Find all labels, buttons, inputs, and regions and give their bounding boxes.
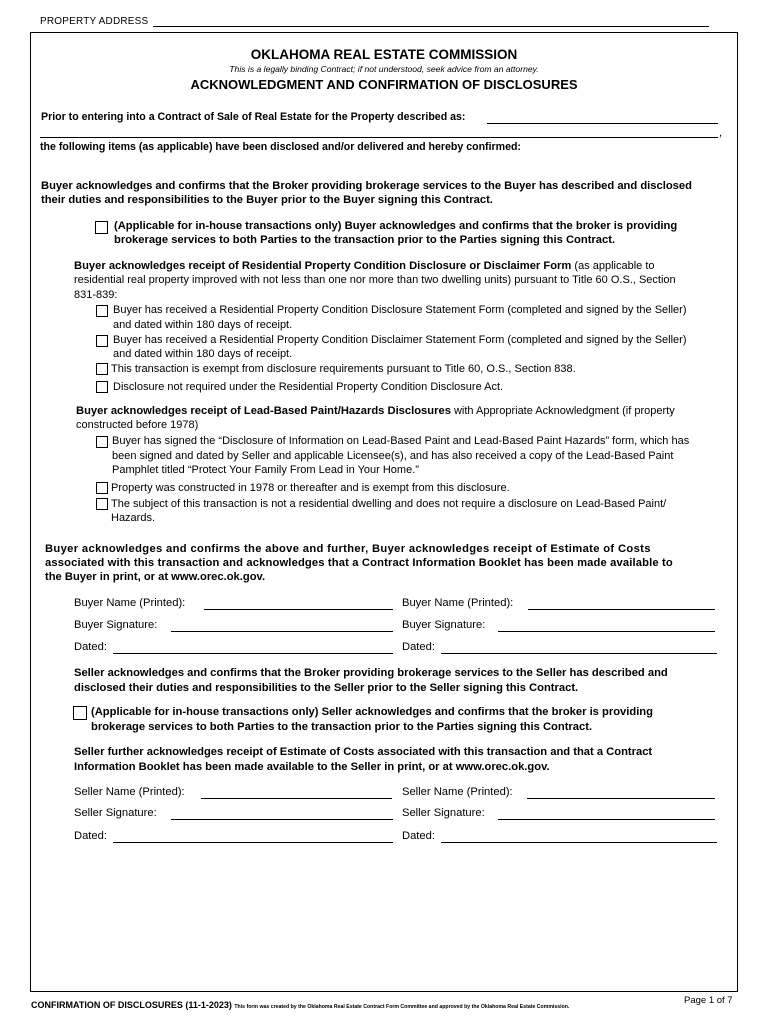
buyer2-name-label: Buyer Name (Printed):	[402, 597, 514, 609]
seller2-dated-field[interactable]	[441, 842, 717, 843]
rpcd-line2: residential real property improved with not less than one nor more than two dwelling units) pursuant to Title 60 O.S., Section	[74, 274, 676, 286]
buyer2-signature-label: Buyer Signature:	[402, 619, 486, 631]
seller-broker-ack-line1: Seller acknowledges and confirms that the Broker providing brokerage services to the Seller has described and	[74, 667, 668, 679]
legal-notice: This is a legally binding Contract; if not understood, seek advice from an attorney.	[229, 64, 539, 74]
buyer2-signature-field[interactable]	[498, 631, 715, 632]
commission-title: OKLAHOMA REAL ESTATE COMMISSION	[250, 47, 518, 62]
seller1-dated-label: Dated:	[74, 830, 107, 842]
property-description-field-2[interactable]	[40, 137, 718, 138]
comma: ,	[719, 127, 723, 139]
buyer2-dated-label: Dated:	[402, 641, 435, 653]
buyer-confirm-line3: the Buyer in print, or at www.orec.ok.gov.	[45, 571, 266, 583]
buyer1-dated-field[interactable]	[113, 653, 393, 654]
rpcd-option2-line1: Buyer has received a Residential Property Condition Disclaimer Statement Form (completed and signed by the Seller)	[113, 334, 687, 346]
seller1-signature-field[interactable]	[171, 819, 393, 820]
seller-inhouse-text-line1: (Applicable for in-house transactions only) Seller acknowledges and confirms that the broker is providing	[91, 706, 653, 718]
lead-heading-rest: with Appropriate Acknowledgment (if property	[450, 405, 675, 417]
form-title: ACKNOWLEDGMENT AND CONFIRMATION OF DISCLOSURES	[190, 77, 578, 92]
following-items-text: the following items (as applicable) have been disclosed and/or delivered and hereby confirmed:	[40, 141, 521, 153]
buyer1-signature-label: Buyer Signature:	[74, 619, 158, 631]
property-description-field-1[interactable]	[487, 123, 718, 124]
rpcd-heading-bold: Buyer acknowledges receipt of Residential Property Condition Disclosure or Disclaimer Form	[74, 260, 572, 272]
rpcd-option4: Disclosure not required under the Residential Property Condition Disclosure Act.	[113, 381, 504, 393]
seller1-dated-field[interactable]	[113, 842, 393, 843]
rpcd-option2-line2: and dated within 180 days of receipt.	[113, 348, 293, 360]
buyer1-name-field[interactable]	[204, 609, 393, 610]
rpcd-option2-checkbox[interactable]	[96, 335, 108, 347]
rpcd-heading	[74, 259, 655, 274]
seller2-signature-field[interactable]	[498, 819, 715, 820]
buyer-inhouse-text-line2: brokerage services to both Parties to the transaction prior to the Parties signing this Contract.	[114, 234, 616, 246]
seller1-name-field[interactable]	[201, 798, 392, 799]
seller1-name-label: Seller Name (Printed):	[74, 786, 185, 798]
property-description-prompt: Prior to entering into a Contract of Sale of Real Estate for the Property described as:	[41, 111, 466, 123]
footer-note: This form was created by the Oklahoma Real Estate Contract Form Committee and approved by the Oklahoma Real Estate Commission.	[234, 1004, 570, 1010]
rpcd-option1-checkbox[interactable]	[96, 305, 108, 317]
buyer1-dated-label: Dated:	[74, 641, 107, 653]
lead-option2: Property was constructed in 1978 or thereafter and is exempt from this disclosure.	[111, 482, 510, 494]
buyer-inhouse-text-line1: (Applicable for in-house transactions only) Buyer acknowledges and confirms that the broker is providing	[114, 220, 678, 232]
seller2-signature-label: Seller Signature:	[402, 807, 485, 819]
seller-receipt-line2: Information Booklet has been made available to the Seller in print, or at www.orec.ok.gov.	[74, 761, 550, 773]
buyer-confirm-line2: associated with this transaction and acknowledges that a Contract Information Booklet has been made available to	[45, 557, 673, 569]
rpcd-option4-checkbox[interactable]	[96, 381, 108, 393]
seller-inhouse-text-line2: brokerage services to both Parties to the transaction prior to the Parties signing this Contract.	[91, 721, 593, 733]
lead-heading	[76, 404, 675, 419]
property-address-field[interactable]	[153, 26, 709, 27]
page-number: Page 1 of 7	[684, 995, 733, 1006]
seller2-name-field[interactable]	[527, 798, 715, 799]
lead-option1-line1: Buyer has signed the “Disclosure of Information on Lead-Based Paint and Lead-Based Paint Hazards” form, which has	[112, 435, 690, 447]
seller-inhouse-checkbox[interactable]	[73, 706, 87, 720]
buyer-confirm-line1: Buyer acknowledges and confirms the above and further, Buyer acknowledges receipt of Estimate of Costs	[45, 543, 651, 555]
seller-receipt-line1: Seller further acknowledges receipt of Estimate of Costs associated with this transaction and that a Contract	[74, 746, 653, 758]
lead-heading-bold: Buyer acknowledges receipt of Lead-Based Paint/Hazards Disclosures	[76, 405, 451, 417]
buyer1-name-label: Buyer Name (Printed):	[74, 597, 186, 609]
seller2-name-label: Seller Name (Printed):	[402, 786, 513, 798]
buyer-broker-ack-line2: their duties and responsibilities to the Buyer prior to the Buyer signing this Contract.	[41, 194, 493, 206]
rpcd-option1-line2: and dated within 180 days of receipt.	[113, 319, 293, 331]
buyer-inhouse-checkbox[interactable]	[95, 221, 108, 234]
lead-option3-line1: The subject of this transaction is not a residential dwelling and does not require a disclosure on Lead-Based Paint/	[111, 498, 667, 510]
buyer2-name-field[interactable]	[528, 609, 715, 610]
lead-option1-line3: Pamphlet titled “Protect Your Family From Lead in Your Home.”	[112, 464, 419, 476]
rpcd-heading-rest: (as applicable to	[571, 260, 655, 272]
lead-option1-line2: been signed and dated by Seller and applicable Licensee(s), and has also received a copy of the Lead-Based Paint	[112, 450, 674, 462]
buyer1-signature-field[interactable]	[171, 631, 393, 632]
rpcd-line3: 831-839:	[74, 289, 118, 301]
rpcd-option3: This transaction is exempt from disclosure requirements pursuant to Title 60, O.S., Section 838.	[111, 363, 576, 375]
lead-option1-checkbox[interactable]	[96, 436, 108, 448]
buyer-broker-ack-line1: Buyer acknowledges and confirms that the Broker providing brokerage services to the Buyer has described and disclosed	[41, 180, 692, 192]
footer-form-id: CONFIRMATION OF DISCLOSURES (11-1-2023)	[31, 1000, 232, 1010]
lead-option3-checkbox[interactable]	[96, 498, 108, 510]
seller2-dated-label: Dated:	[402, 830, 435, 842]
lead-line2: constructed before 1978)	[76, 419, 199, 431]
rpcd-option1-line1: Buyer has received a Residential Property Condition Disclosure Statement Form (completed and signed by the Seller)	[113, 304, 687, 316]
lead-option3-line2: Hazards.	[111, 512, 156, 524]
seller1-signature-label: Seller Signature:	[74, 807, 157, 819]
footer-form-id-block	[31, 1000, 569, 1010]
rpcd-option3-checkbox[interactable]	[96, 363, 108, 375]
buyer2-dated-field[interactable]	[441, 653, 717, 654]
seller-broker-ack-line2: disclosed their duties and responsibilities to the Seller prior to the Seller signing this Contract.	[74, 682, 579, 694]
property-address-label: PROPERTY ADDRESS	[40, 16, 149, 27]
lead-option2-checkbox[interactable]	[96, 482, 108, 494]
